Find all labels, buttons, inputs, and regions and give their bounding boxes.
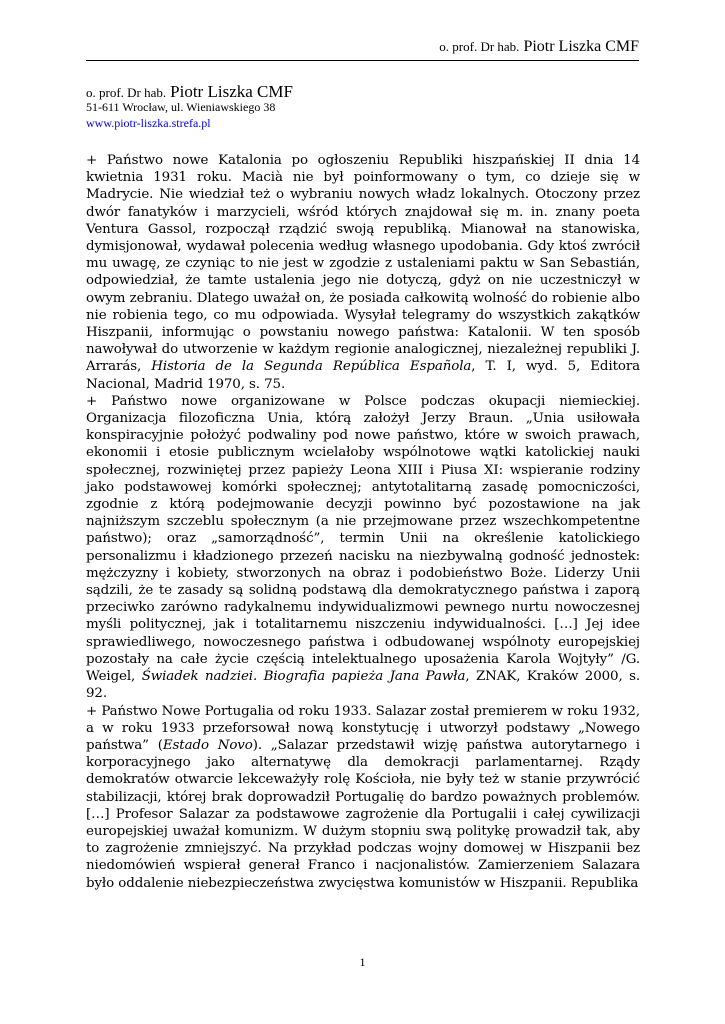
page-number: 1 (359, 955, 366, 969)
paragraph-italic-title: Świadek nadziei. Biografia papieża Jana Pawła (141, 669, 466, 685)
header-title-prefix: o. prof. Dr hab. (439, 39, 520, 54)
author-name-line (86, 84, 293, 100)
body-text (86, 152, 640, 892)
paragraph-polska (86, 393, 640, 703)
paragraph-italic-title: Historia de la Segunda República Española (151, 359, 472, 375)
paragraph-text: , ZNAK, Kraków 2000, s. 92. (86, 669, 640, 702)
author-website-link[interactable]: www.piotr-liszka.strefa.pl (86, 116, 211, 130)
paragraph-katalonia (86, 152, 640, 393)
paragraph-text: + Państwo nowe organizowane w Polsce podczas okupacji niemieckiej. Organizacja filozoficzna Unia, którą założył Jerzy Braun. „Unia usiłowała konspiracyjnie położyć podwaliny pod nowe państwo, które w swoich prawach, ekonomii i etosie publicznym wcielałoby wspólnotowe wątki katolickiej nauki społecznej, rozwiniętej przez papieży Leona XIII i Piusa XI: wspieranie rodziny jako podstawowej komórki społecznej; antytotalitarną zasadę pomocniczości, zgodnie z którą podejmowanie decyzji powinno być pozostawione na jak najniższym szczeblu społecznym (a nie przejmowane przez wszechkompetentne państwo); oraz „samorządność”, termin Unii na określenie katolickiego personalizmu i kładzionego przezeń nacisku na niezbywalną godność jednostek: mężczyzny i kobiety, stworzonych na obraz i podobieństwo Boże. Liderzy Unii sądzili, że te zasady są solidną podstawą dla demokratycznego państwa i zaporą przeciwko zarówno radykalnemu indywidualizmowi pewnego nurtu nowoczesnej myśli politycznej, jak i totalitarnemu niszczeniu indywidualności. […] Jej idee sprawiedliwego, nowoczesnego państwa i odbudowanej wspólnoty europejskiej pozostały na całe życie częścią intelektualnego uposażenia Karola Wojtyły” /G. Weigel, (86, 393, 640, 685)
paragraph-italic-title: Estado Novo (162, 737, 253, 753)
page-header (86, 38, 639, 61)
paragraph-text: ). „Salazar przedstawił wizję państwa autorytarnego i korporacyjnego jako alternatywę dla demokracji parlamentarnej. Rządy demokratów otwarcie lekceważyły rolę Kościoła, nie były też w stanie przywrócić stabilizacji, której brak doprowadził Portugalię do bardzo poważnych problemów. […] Profesor Salazar za podstawowe zagrożenie dla Portugalii i całej cywilizacji europejskiej uważał komunizm. W dużym stopniu swą politykę prowadził tak, aby to zagrożenie zmniejszyć. Na przykład podczas wojny domowej w Hiszpanii bez niedomówień wspierał generał Franco i nacjonalistów. Zamierzeniem Salazara było oddalenie niebezpieczeństwa zwycięstwa komunistów w Hiszpanii. Republika (86, 737, 640, 891)
author-address: 51-611 Wrocław, ul. Wieniawskiego 38 (86, 100, 276, 114)
header-author-name: Piotr Liszka CMF (523, 38, 639, 55)
paragraph-text: , T. I, wyd. 5, Editora Nacional, Madrid 1970, s. 75. (86, 359, 641, 392)
paragraph-text: + Państwo Nowe Portugalia od roku 1933. Salazar został premierem w roku 1932, a w roku 1933 przeforsował nową konstytucję i utworzył podstawy „Nowego państwa” ( (86, 703, 640, 753)
paragraph-text: + Państwo nowe Katalonia po ogłoszeniu Republiki hiszpańskiej II dnia 14 kwietnia 1931 roku. Macià nie był poinformowany o tym, co dzieje się w Madrycie. Nie wiedział też o wybraniu nowych władz lokalnych. Otoczony przez dwór fanatyków i marzycieli, wśród których znajdował się m. in. znany poeta Ventura Gassol, rozpoczął rządzić swoją republiką. Mianował na stanowiska, dymisjonował, wydawał polecenia według własnego upodobania. Gdy ktoś zwrócił mu uwagę, ze czyniąc to nie jest w zgodzie z ustaleniami paktu w San Sebastián, odpowiedział, że tamte ustalenia jego nie dotyczą, gdyż on nie uczestniczył w owym zebraniu. Dlatego uważał on, że posiada całkowitą wolność do robienie albo nie robienia tego, co mu odpowiada. Wysyłał telegramy do wszystkich zakątków Hiszpanii, informując o powstaniu nowego państwa: Katalonii. W ten sposób nawoływał do utworzenie w każdym regionie analogicznej, niezależnej republiki J. Arrarás, (86, 153, 640, 375)
author-block (86, 84, 293, 131)
author-name: Piotr Liszka CMF (170, 82, 293, 101)
paragraph-portugalia (86, 703, 640, 892)
author-title: o. prof. Dr hab. (86, 85, 167, 100)
